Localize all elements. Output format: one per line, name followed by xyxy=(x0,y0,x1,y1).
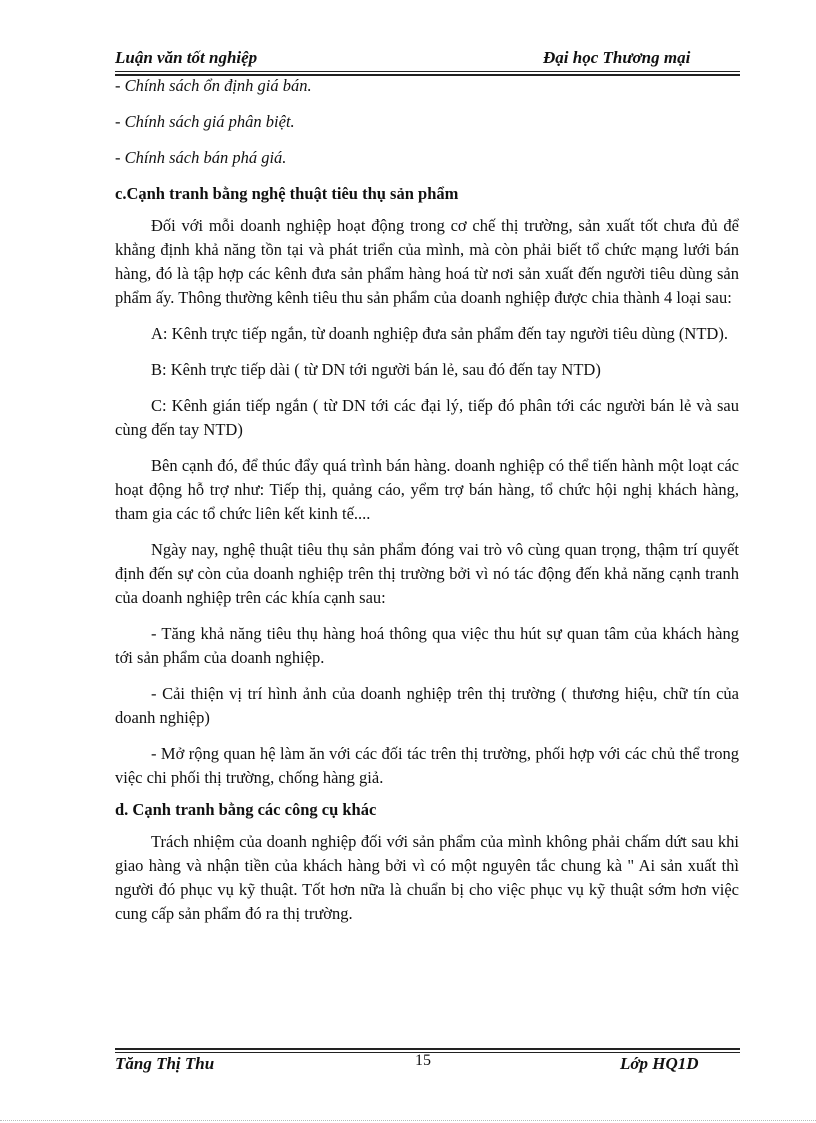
body-paragraph: - Tăng khả năng tiêu thụ hàng hoá thông qua việc thu hút sự quan tâm của khách hàng tới sản phẩm của doanh nghiệp. xyxy=(115,624,739,667)
body-paragraph: Ngày nay, nghệ thuật tiêu thụ sản phẩm đóng vai trò vô cùng quan trọng, thậm trí quyết định đến sự còn của doanh nghiệp trên thị trường bởi vì nó tác động đến khả năng cạnh tranh của doanh nghiệp trên các khía cạnh sau: xyxy=(115,540,739,607)
footer-author: Tăng Thị Thu xyxy=(115,1054,215,1073)
header-rule xyxy=(115,71,740,72)
header-right-title: Đại học Thương mại xyxy=(543,48,691,67)
body-paragraph: Bên cạnh đó, để thúc đẩy quá trình bán hàng. doanh nghiệp có thể tiến hành một loạt các hoạt động hỗ trợ như: Tiếp thị, quảng cáo, yểm trợ bán hàng, tổ chức hội nghị khách hàng, tham gia các tổ chức liên kết kinh tế.... xyxy=(115,456,739,523)
body-paragraph: B: Kênh trực tiếp dài ( từ DN tới người bán lẻ, sau đó đến tay NTD) xyxy=(151,360,601,379)
body-paragraph: - Mở rộng quan hệ làm ăn với các đối tác trên thị trường, phối hợp với các chủ thể trong việc chi phối thị trường, chống hàng giả. xyxy=(115,744,739,787)
body-paragraph: - Cải thiện vị trí hình ảnh của doanh nghiệp trên thị trường ( thương hiệu, chữ tín của doanh nghiệp) xyxy=(115,684,739,727)
bullet-item: - Chính sách bán phá giá. xyxy=(115,148,287,167)
header-left-title: Luận văn tốt nghiệp xyxy=(115,48,258,67)
footer-class: Lớp HQ1D xyxy=(620,1054,699,1073)
page-header xyxy=(115,48,740,72)
body-paragraph: Trách nhiệm của doanh nghiệp đối với sản phẩm của mình không phải chấm dứt sau khi giao hàng và nhận tiền của khách hàng bởi vì có một nguyên tắc chung kà " Ai sản xuất thì người đó phục vụ kỹ thuật. Tốt hơn nữa là chuẩn bị cho việc phục vụ kỹ thuật sớm hơn việc cung cấp sản phẩm đó ra thị trường. xyxy=(115,832,739,923)
page-edge-divider xyxy=(0,1120,816,1121)
page-number: 15 xyxy=(415,1052,431,1069)
bullet-item: - Chính sách ổn định giá bán. xyxy=(115,76,312,95)
body-paragraph: C: Kênh gián tiếp ngắn ( từ DN tới các đại lý, tiếp đó phân tới các người bán lẻ và sau cùng đến tay NTD) xyxy=(115,396,739,439)
body-paragraph: Đối với mỗi doanh nghiệp hoạt động trong cơ chế thị trường, sản xuất tốt chưa đủ để khẳng định khả năng tồn tại và phát triển của mình, mà còn phải biết tổ chức mạng lưới bán hàng, đó là tập hợp các kênh đưa sản phẩm hàng hoá từ nơi sản xuất đến người tiêu dùng sản phẩm ấy. Thông thường kênh tiêu thu sản phẩm của doanh nghiệp được chia thành 4 loại sau: xyxy=(115,216,739,307)
footer-rule-thick xyxy=(115,1048,740,1050)
page-body xyxy=(115,74,739,938)
body-paragraph: A: Kênh trực tiếp ngắn, từ doanh nghiệp đưa sản phẩm đến tay người tiêu dùng (NTD). xyxy=(151,324,728,343)
section-heading-d: d. Cạnh tranh bằng các công cụ khác xyxy=(115,800,377,819)
section-heading-c: c.Cạnh tranh bằng nghệ thuật tiêu thụ sản phẩm xyxy=(115,184,459,203)
bullet-item: - Chính sách giá phân biệt. xyxy=(115,112,295,131)
page-footer xyxy=(115,1048,740,1078)
